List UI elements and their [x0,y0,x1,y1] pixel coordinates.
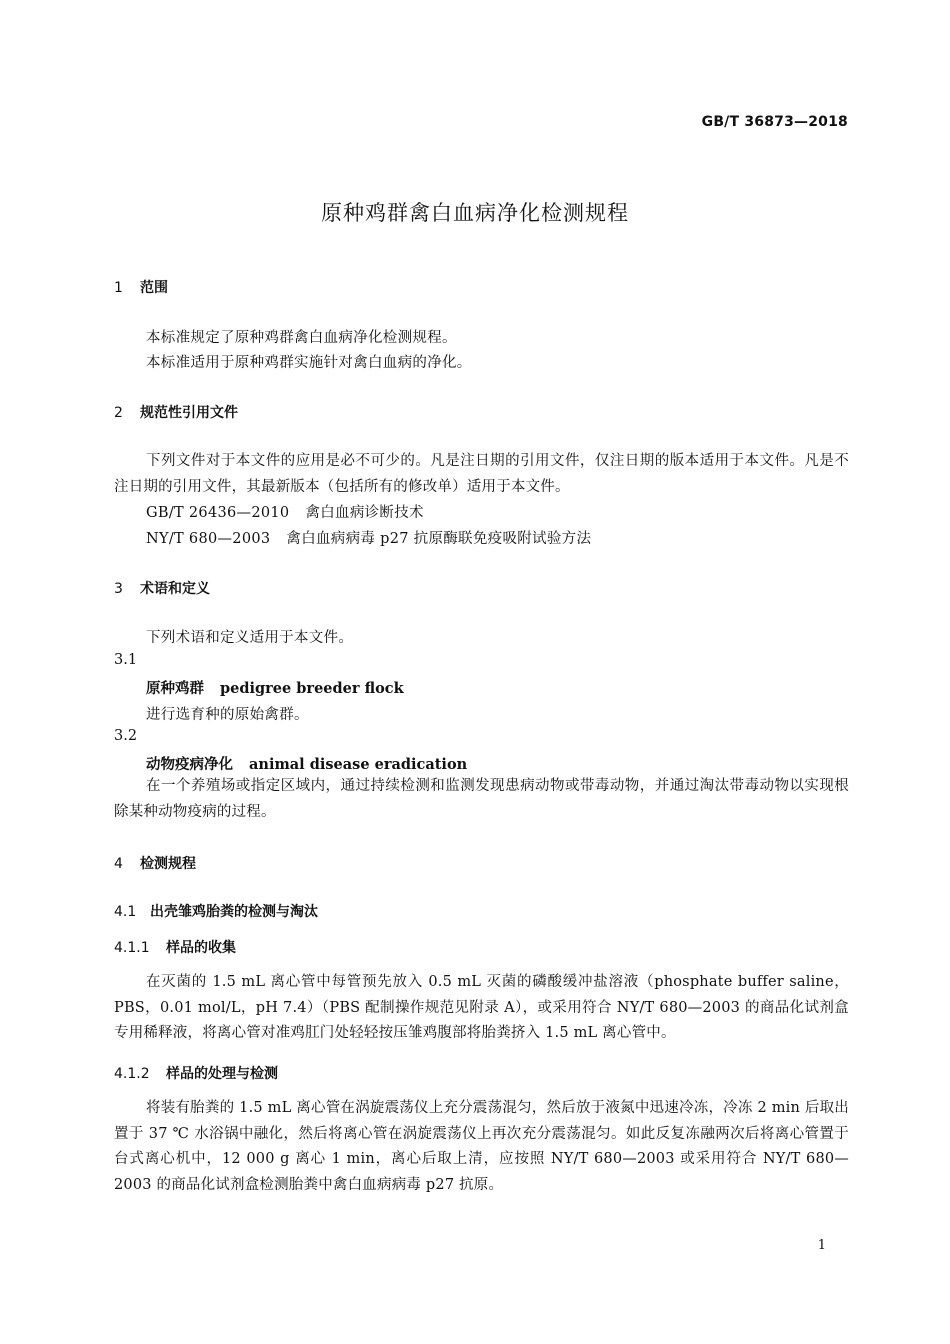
paragraph: 在灭菌的 1.5 mL 离心管中每管预先放入 0.5 mL 灭菌的磷酸缓冲盐溶液（phosphate buffer saline，PBS，0.01 mol/L，pH 7.4）（PBS 配制操作规范见附录 A），或采用符合 NY/T 680—2003 的商品化试剂盒专用稀释液，将离心管对准鸡肛门处轻轻按压雏鸡腹部将胎粪挤入 1.5 mL 离心管中。 [114,974,849,1041]
paragraph: 下列文件对于本文件的应用是必不可少的。凡是注日期的引用文件，仅注日期的版本适用于本文件。凡是不注日期的引用文件，其最新版本（包括所有的修改单）适用于本文件。 [114,453,849,495]
subsection-number: 4.1.1 [114,940,150,956]
section-1-heading [114,277,168,297]
section-title: 术语和定义 [140,581,210,597]
term-definition: 进行选育种的原始禽群。 [146,707,309,723]
term-heading [146,753,467,774]
reference-item [146,527,591,548]
section-3-heading [114,578,210,598]
reference-code: NY/T 680—2003 [146,531,271,547]
paragraph: 将装有胎粪的 1.5 mL 离心管在涡旋震荡仪上充分震荡混匀，然后放于液氮中迅速冷冻，冷冻 2 min 后取出置于 37 ℃ 水浴锅中融化，然后将离心管在涡旋震荡仪上再次充分震荡混匀。如此反复冻融两次后将离心管置于台式离心机中，12 000 g 离心 1 min，离心后取上清，应按照 NY/T 680—2003 或采用符合 NY/T 680—2003 的商品化试剂盒检测胎粪中禽白血病病毒 p27 抗原。 [114,1100,849,1193]
section-title: 检测规程 [140,856,196,872]
term-number: 3.1 [114,652,138,668]
paragraph: 本标准规定了原种鸡群禽白血病净化检测规程。 [146,330,457,346]
term-zh: 原种鸡群 [146,681,204,697]
term-zh: 动物疫病净化 [146,757,233,773]
section-number: 4 [114,856,123,872]
subsection-number: 4.1.2 [114,1066,150,1082]
reference-title: 禽白血病诊断技术 [305,505,424,521]
subsection-4-1-heading [114,901,318,921]
reference-code: GB/T 26436—2010 [146,505,290,521]
page-number: 1 [817,1238,826,1253]
subsection-title: 样品的处理与检测 [166,1066,278,1082]
section-title: 范围 [140,280,168,296]
term-number: 3.2 [114,728,138,744]
term-en: pedigree breeder flock [220,680,404,697]
section-number: 3 [114,581,123,597]
section-number: 2 [114,405,123,421]
section-4-heading [114,853,196,873]
document-title: 原种鸡群禽白血病净化检测规程 [321,201,629,225]
subsection-4-1-2-heading [114,1063,278,1083]
term-en: animal disease eradication [249,756,468,773]
subsection-4-1-1-heading [114,937,236,957]
term-definition: 在一个养殖场或指定区域内，通过持续检测和监测发现患病动物或带毒动物，并通过淘汰带毒动物以实现根除某种动物疫病的过程。 [114,778,849,820]
term-heading [146,677,404,698]
section-title: 规范性引用文件 [140,405,238,421]
paragraph: 下列术语和定义适用于本文件。 [146,630,354,646]
reference-item [146,501,424,522]
subsection-number: 4.1 [114,904,137,920]
section-number: 1 [114,280,123,296]
paragraph: 本标准适用于原种鸡群实施针对禽白血病的净化。 [146,355,472,371]
reference-title: 禽白血病病毒 p27 抗原酶联免疫吸附试验方法 [286,531,592,547]
standard-number: GB/T 36873—2018 [701,114,848,130]
subsection-title: 出壳雏鸡胎粪的检测与淘汰 [150,904,318,920]
section-2-heading [114,402,238,422]
subsection-title: 样品的收集 [166,940,236,956]
